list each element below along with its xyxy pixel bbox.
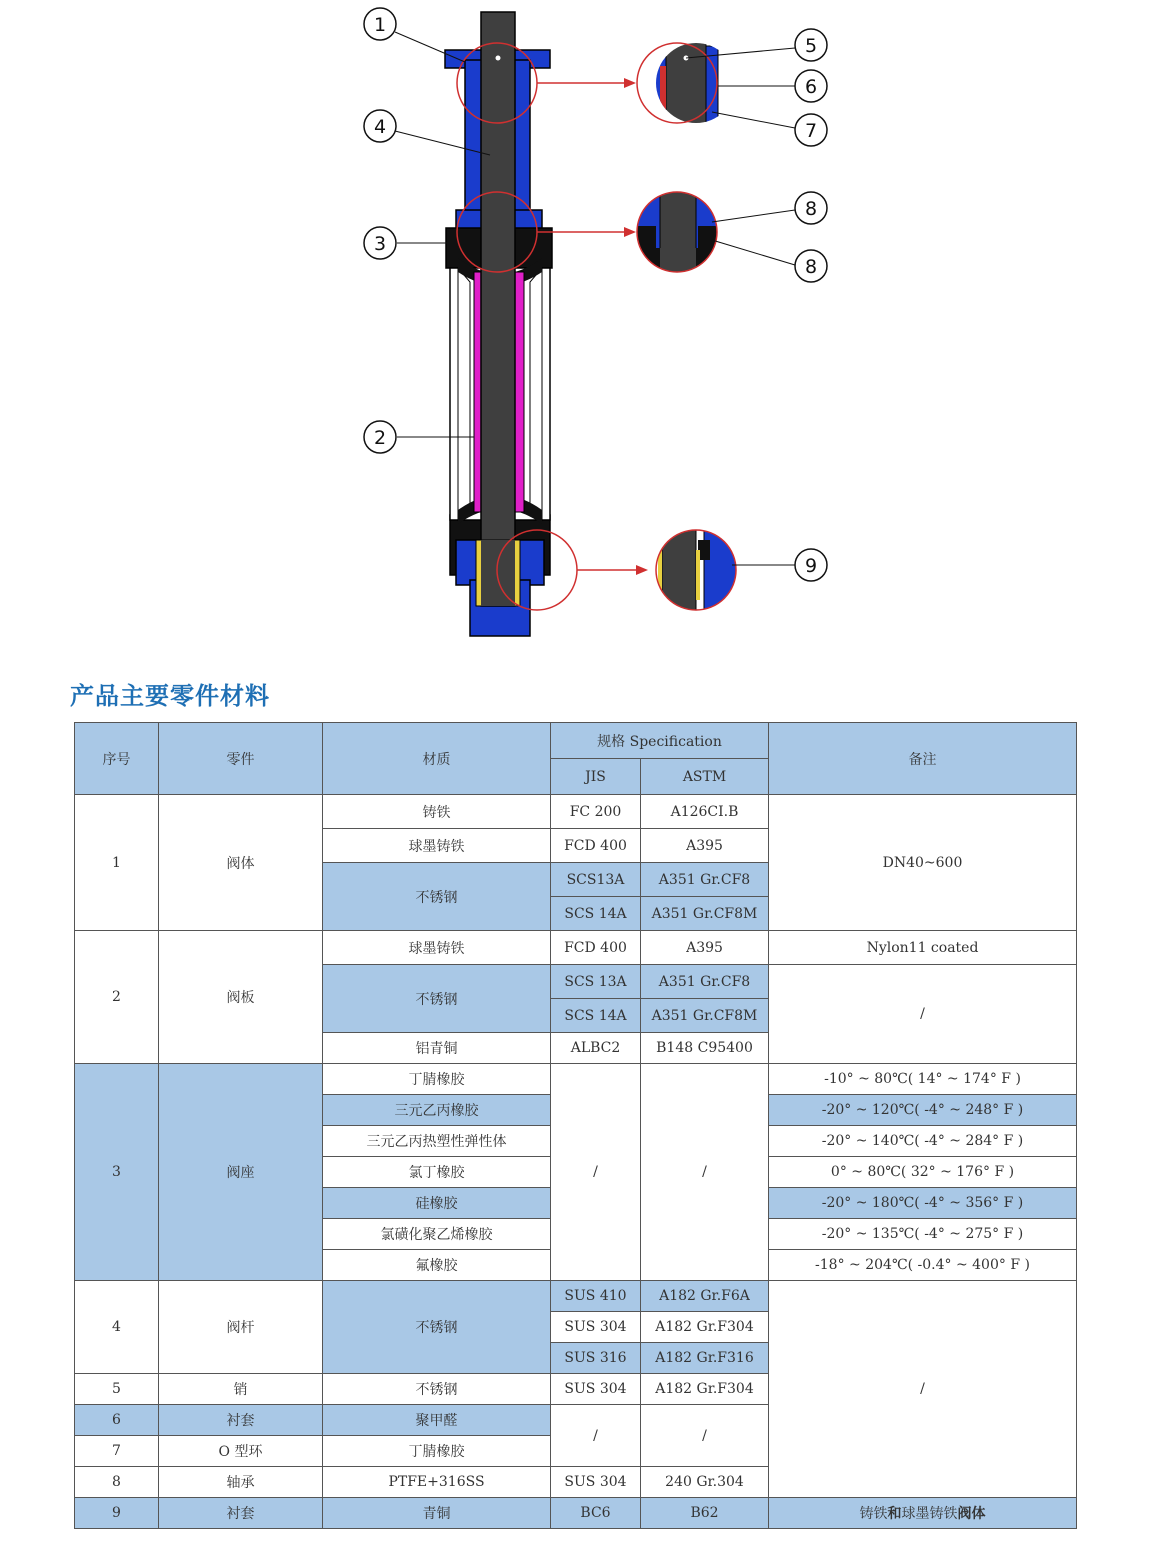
cell-material: 氯丁橡胶 <box>323 1157 551 1188</box>
cell-jis: SUS 410 <box>551 1281 641 1312</box>
cell-remark: -20° ~ 135℃( -4° ~ 275° F ) <box>769 1219 1077 1250</box>
cell-material: 三元乙丙橡胶 <box>323 1095 551 1126</box>
cell-remark: -10° ~ 80℃( 14° ~ 174° F ) <box>769 1064 1077 1095</box>
cell-jis: ALBC2 <box>551 1033 641 1064</box>
cell-jis: SUS 304 <box>551 1467 641 1498</box>
header-astm: ASTM <box>641 759 769 795</box>
cell-no: 3 <box>75 1064 159 1281</box>
cell-material: 氯磺化聚乙烯橡胶 <box>323 1219 551 1250</box>
cell-part: 阀杆 <box>159 1281 323 1374</box>
valve-cross-section-diagram <box>0 0 1150 650</box>
cell-remark: 铸铁和球墨铸铁阀体 <box>769 1498 1077 1529</box>
cell-material: 聚甲醛 <box>323 1405 551 1436</box>
cell-material: 丁腈橡胶 <box>323 1064 551 1095</box>
callout-6 <box>795 70 827 102</box>
cell-astm: A395 <box>641 931 769 965</box>
cell-material: 球墨铸铁 <box>323 829 551 863</box>
cell-jis: SCS 13A <box>551 965 641 999</box>
cell-material: 不锈钢 <box>323 1374 551 1405</box>
cell-material: 不锈钢 <box>323 1281 551 1374</box>
cell-astm: A395 <box>641 829 769 863</box>
cell-remark: -20° ~ 140℃( -4° ~ 284° F ) <box>769 1126 1077 1157</box>
header-spec: 规格 Specification <box>551 723 769 759</box>
header-no: 序号 <box>75 723 159 795</box>
callout-1 <box>364 8 396 40</box>
callout-2 <box>364 421 396 453</box>
detail-view-middle <box>630 190 730 288</box>
cell-astm: A182 Gr.F304 <box>641 1312 769 1343</box>
svg-text:8: 8 <box>804 256 818 278</box>
cell-jis: SUS 316 <box>551 1343 641 1374</box>
svg-text:4: 4 <box>373 116 387 138</box>
cell-astm: A351 Gr.CF8 <box>641 863 769 897</box>
cell-astm: A351 Gr.CF8 <box>641 965 769 999</box>
cell-astm: / <box>641 1405 769 1467</box>
table-row <box>75 1498 1077 1529</box>
cell-remark: Nylon11 coated <box>769 931 1077 965</box>
cell-material: 铸铁 <box>323 795 551 829</box>
table-row <box>75 1281 1077 1312</box>
svg-text:2: 2 <box>373 427 387 449</box>
cell-part: 轴承 <box>159 1467 323 1498</box>
cell-jis: FCD 400 <box>551 829 641 863</box>
section-title: 产品主要零件材料 <box>70 682 270 710</box>
svg-text:5: 5 <box>804 35 818 57</box>
cell-jis: SUS 304 <box>551 1374 641 1405</box>
svg-text:8: 8 <box>804 198 818 220</box>
callout-8b <box>795 250 827 282</box>
cell-no: 7 <box>75 1436 159 1467</box>
cell-part: 衬套 <box>159 1405 323 1436</box>
callout-4 <box>364 110 396 142</box>
cell-no: 5 <box>75 1374 159 1405</box>
cell-jis: FC 200 <box>551 795 641 829</box>
header-material: 材质 <box>323 723 551 795</box>
header-jis: JIS <box>551 759 641 795</box>
detail-view-bottom <box>650 525 744 615</box>
cell-jis: SCS 14A <box>551 999 641 1033</box>
cell-astm: A182 Gr.F6A <box>641 1281 769 1312</box>
cell-astm: / <box>641 1064 769 1281</box>
cell-material: 不锈钢 <box>323 863 551 931</box>
cell-material: 硅橡胶 <box>323 1188 551 1219</box>
cell-remark: / <box>769 1281 1077 1498</box>
cell-astm: A182 Gr.F304 <box>641 1374 769 1405</box>
cell-material: 不锈钢 <box>323 965 551 1033</box>
cell-astm: A182 Gr.F316 <box>641 1343 769 1374</box>
cell-jis: / <box>551 1405 641 1467</box>
cell-part: 销 <box>159 1374 323 1405</box>
cell-part: O 型环 <box>159 1436 323 1467</box>
cell-astm: A351 Gr.CF8M <box>641 999 769 1033</box>
svg-text:1: 1 <box>373 14 387 36</box>
svg-text:3: 3 <box>373 233 387 255</box>
cell-jis: FCD 400 <box>551 931 641 965</box>
detail-view-top <box>637 40 740 130</box>
cell-astm: A126CI.B <box>641 795 769 829</box>
cell-part: 阀体 <box>159 795 323 931</box>
cell-part: 衬套 <box>159 1498 323 1529</box>
cell-astm: B62 <box>641 1498 769 1529</box>
callout-3 <box>364 227 396 259</box>
table-row <box>75 1064 1077 1095</box>
valve-stem <box>481 12 515 606</box>
cell-material: 青铜 <box>323 1498 551 1529</box>
cell-material: 氟橡胶 <box>323 1250 551 1281</box>
cell-no: 1 <box>75 795 159 931</box>
materials-table <box>74 722 1077 1529</box>
callout-8a <box>795 192 827 224</box>
cell-jis: BC6 <box>551 1498 641 1529</box>
cell-jis: SCS 14A <box>551 897 641 931</box>
cell-part: 阀座 <box>159 1064 323 1281</box>
svg-text:9: 9 <box>804 555 818 577</box>
cell-material: PTFE+316SS <box>323 1467 551 1498</box>
cell-astm: A351 Gr.CF8M <box>641 897 769 931</box>
header-remark: 备注 <box>769 723 1077 795</box>
cell-remark: DN40~600 <box>769 795 1077 931</box>
cell-no: 4 <box>75 1281 159 1374</box>
table-row <box>75 795 1077 829</box>
cell-remark: 0° ~ 80℃( 32° ~ 176° F ) <box>769 1157 1077 1188</box>
cell-remark: -20° ~ 180℃( -4° ~ 356° F ) <box>769 1188 1077 1219</box>
cell-no: 9 <box>75 1498 159 1529</box>
cell-material: 铝青铜 <box>323 1033 551 1064</box>
cell-part: 阀板 <box>159 931 323 1064</box>
cell-jis: / <box>551 1064 641 1281</box>
cell-astm: B148 C95400 <box>641 1033 769 1064</box>
cell-remark: / <box>769 965 1077 1064</box>
callout-5 <box>795 29 827 61</box>
cell-jis: SCS13A <box>551 863 641 897</box>
cell-material: 球墨铸铁 <box>323 931 551 965</box>
cell-jis: SUS 304 <box>551 1312 641 1343</box>
cell-no: 6 <box>75 1405 159 1436</box>
callout-7 <box>795 114 827 146</box>
table-row <box>75 931 1077 965</box>
cell-material: 丁腈橡胶 <box>323 1436 551 1467</box>
svg-text:7: 7 <box>804 120 818 142</box>
callout-9 <box>795 549 827 581</box>
cell-remark: -18° ~ 204℃( -0.4° ~ 400° F ) <box>769 1250 1077 1281</box>
svg-text:6: 6 <box>804 76 818 98</box>
cell-no: 8 <box>75 1467 159 1498</box>
cell-no: 2 <box>75 931 159 1064</box>
cell-material: 三元乙丙热塑性弹性体 <box>323 1126 551 1157</box>
cell-remark: -20° ~ 120℃( -4° ~ 248° F ) <box>769 1095 1077 1126</box>
header-part: 零件 <box>159 723 323 795</box>
cell-astm: 240 Gr.304 <box>641 1467 769 1498</box>
